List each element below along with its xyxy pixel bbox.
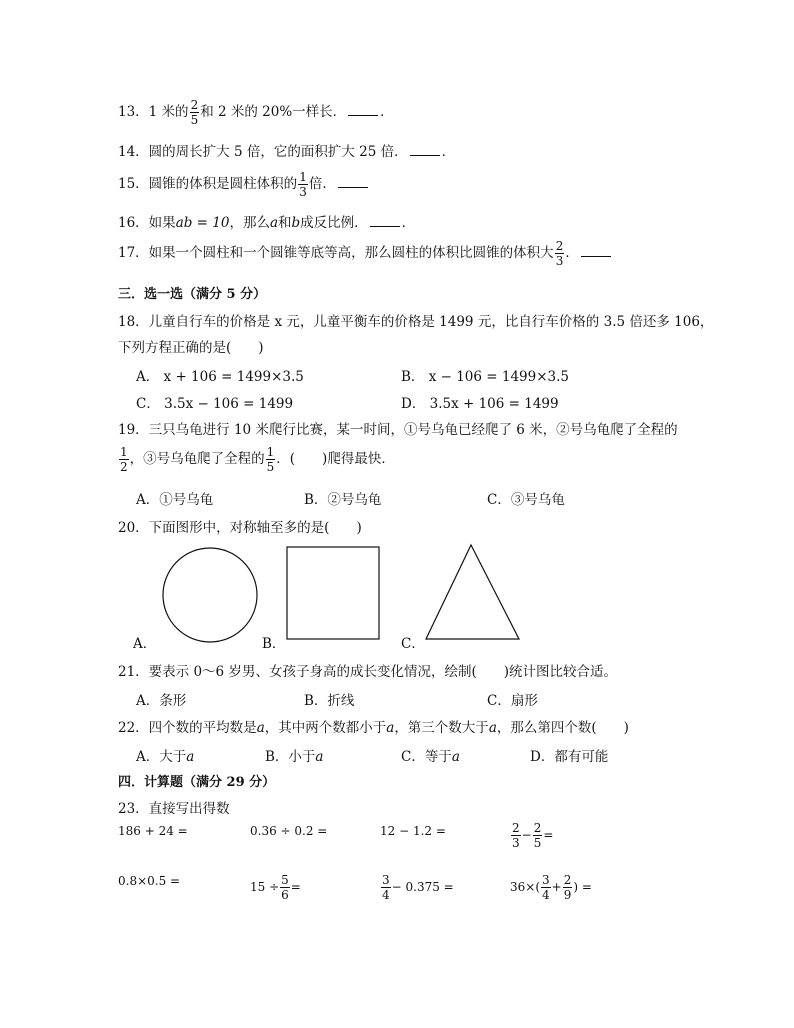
- question-23: 23．直接写出得数: [118, 801, 230, 817]
- fraction: [563, 874, 573, 901]
- option-c-label: C．等于: [401, 749, 452, 765]
- numerator: 2: [512, 821, 520, 835]
- var-a: a: [315, 749, 324, 765]
- option-b[interactable]: B． x − 106 = 1499×3.5: [401, 369, 570, 385]
- circle-figure: [160, 546, 260, 646]
- q13-text-2: 和 2 米的 20%一样长．: [200, 104, 347, 120]
- option-c[interactable]: C．扇形: [487, 693, 538, 709]
- question-19-line-1: 19．三只乌龟进行 10 米爬行比赛，某一时间，①号乌龟已经爬了 6 米，②号乌龟爬了全程的: [118, 422, 678, 438]
- option-a-label: A．大于: [136, 749, 187, 765]
- calc-7: [380, 874, 454, 901]
- option-a[interactable]: A．①号乌龟: [136, 492, 214, 508]
- var-a: a: [386, 720, 395, 736]
- q15-text-2: 倍．: [308, 176, 336, 192]
- denominator: 9: [563, 888, 572, 902]
- option-b[interactable]: B．: [262, 636, 286, 652]
- q14-end: ．: [441, 144, 456, 160]
- question-16: [118, 211, 415, 231]
- numerator: 2: [533, 821, 542, 835]
- fraction: [298, 171, 308, 198]
- q14-text: 14．圆的周长扩大 5 倍，它的面积扩大 25 倍．: [118, 144, 408, 160]
- denominator: 2: [120, 460, 128, 474]
- var-a: a: [256, 720, 265, 736]
- section-3-heading: 三．选一选（满分 5 分）: [118, 287, 267, 302]
- section-4-heading: 四．计算题（满分 29 分）: [118, 775, 276, 790]
- calc-2: 0.36 ÷ 0.2 =: [250, 824, 328, 838]
- question-13: [118, 99, 394, 126]
- q22-text-2: ，其中两个数都小于: [264, 720, 387, 736]
- q19-text: ，③号乌龟爬了全程的: [129, 451, 265, 467]
- fraction: [266, 446, 276, 473]
- q16-text-4: 成反比例．: [300, 215, 368, 231]
- q22-text: 22．四个数的平均数是: [118, 720, 257, 736]
- denominator: 5: [533, 836, 542, 850]
- option-a[interactable]: A． x + 106 = 1499×3.5: [136, 369, 304, 385]
- calc-5: 0.8×0.5 =: [118, 874, 181, 888]
- denominator: 3: [512, 836, 520, 850]
- option-b-label: B．小于: [265, 749, 316, 765]
- q22-text-3: ，第三个数大于: [394, 720, 489, 736]
- numerator: 2: [190, 98, 199, 112]
- var-b: b: [291, 215, 301, 231]
- operator: +: [551, 880, 562, 894]
- fraction: [280, 874, 290, 901]
- q16-text-2: ，那么: [229, 215, 270, 231]
- answer-blank[interactable]: [348, 103, 378, 116]
- fraction: [511, 822, 521, 849]
- denominator: 3: [299, 185, 307, 199]
- fraction: [555, 240, 565, 267]
- q23-c8-text: 36×(: [510, 880, 541, 894]
- answer-blank[interactable]: [410, 143, 440, 156]
- denominator: 5: [266, 460, 275, 474]
- numerator: 2: [563, 873, 572, 887]
- numerator: 2: [555, 239, 564, 253]
- var-a: a: [186, 749, 195, 765]
- calc-1: 186 + 24 =: [118, 824, 188, 838]
- denominator: 4: [542, 888, 550, 902]
- calc-6: [250, 874, 301, 901]
- denominator: 4: [382, 888, 390, 902]
- var-a: a: [488, 720, 497, 736]
- option-a[interactable]: [136, 745, 194, 765]
- option-b[interactable]: [265, 745, 323, 765]
- square-figure: [286, 546, 382, 642]
- option-b[interactable]: B．②号乌龟: [304, 492, 382, 508]
- question-14: [118, 140, 455, 160]
- q23-c7-text: − 0.375 =: [391, 880, 454, 894]
- answer-blank[interactable]: [370, 214, 400, 227]
- option-a[interactable]: A．: [133, 636, 157, 652]
- answer-blank[interactable]: [581, 244, 611, 257]
- calc-3: 12 − 1.2 =: [380, 824, 446, 838]
- denominator: 3: [555, 254, 564, 268]
- calc-8: [510, 874, 592, 901]
- question-22: [118, 716, 629, 736]
- option-c[interactable]: C． 3.5x − 106 = 1499: [136, 396, 294, 412]
- var-a: a: [451, 749, 460, 765]
- q16-equation: ab = 10: [175, 215, 230, 231]
- option-d[interactable]: D．都有可能: [530, 749, 609, 765]
- option-b[interactable]: B．折线: [304, 693, 355, 709]
- fraction: [119, 446, 129, 473]
- denominator: 6: [281, 888, 289, 902]
- numerator: 5: [281, 873, 289, 887]
- answer-blank[interactable]: [338, 175, 368, 188]
- q23-c8-text-2: ) =: [573, 880, 592, 894]
- triangle-figure: [424, 543, 524, 641]
- q13-text: 13．1 米的: [118, 104, 189, 120]
- q16-text: 16．如果: [118, 215, 176, 231]
- numerator: 3: [382, 873, 390, 887]
- question-15: [118, 171, 370, 198]
- numerator: 1: [299, 170, 307, 184]
- q19-text-2: ．( )爬得最快．: [276, 451, 395, 467]
- option-d[interactable]: D． 3.5x + 106 = 1499: [401, 396, 559, 412]
- option-a[interactable]: A．条形: [136, 693, 187, 709]
- q16-end: ．: [401, 215, 416, 231]
- q13-end: ．: [380, 104, 394, 120]
- numerator: 1: [120, 445, 128, 459]
- fraction: [381, 874, 391, 901]
- numerator: 3: [542, 873, 550, 887]
- denominator: 5: [190, 113, 199, 127]
- fraction: [533, 822, 543, 849]
- q22-text-4: ，那么第四个数( ): [496, 720, 629, 736]
- option-c[interactable]: C．: [401, 636, 425, 652]
- calc-4: [510, 822, 553, 849]
- q17-text: 17．如果一个圆柱和一个圆锥等底等高，那么圆柱的体积比圆锥的体积大: [118, 245, 554, 261]
- var-a: a: [269, 215, 279, 231]
- option-c[interactable]: C．③号乌龟: [487, 492, 565, 508]
- q17-text-2: ．: [565, 245, 579, 261]
- fraction: [541, 874, 551, 901]
- question-21: 21．要表示 0～6 岁男、女孩子身高的成长变化情况，绘制( )统计图比较合适。: [118, 664, 617, 680]
- question-18-line-2: 下列方程正确的是( ): [118, 340, 264, 356]
- q16-text-3: 和: [278, 215, 292, 231]
- question-17: [118, 240, 613, 267]
- question-19-line-2: [118, 446, 395, 473]
- question-18-line-1: 18．儿童自行车的价格是 x 元，儿童平衡车的价格是 1499 元，比自行车价格的 3.5 倍还多 106，: [118, 314, 714, 330]
- q15-text: 15．圆锥的体积是圆柱体积的: [118, 176, 298, 192]
- equals: =: [290, 880, 301, 894]
- fraction: [190, 99, 200, 126]
- q23-c6-text: 15 ÷: [250, 880, 280, 894]
- option-c[interactable]: [401, 745, 460, 765]
- equals: =: [543, 828, 554, 842]
- operator: −: [521, 828, 532, 842]
- numerator: 1: [266, 445, 275, 459]
- question-20: 20．下面图形中，对称轴至多的是( ): [118, 520, 362, 536]
